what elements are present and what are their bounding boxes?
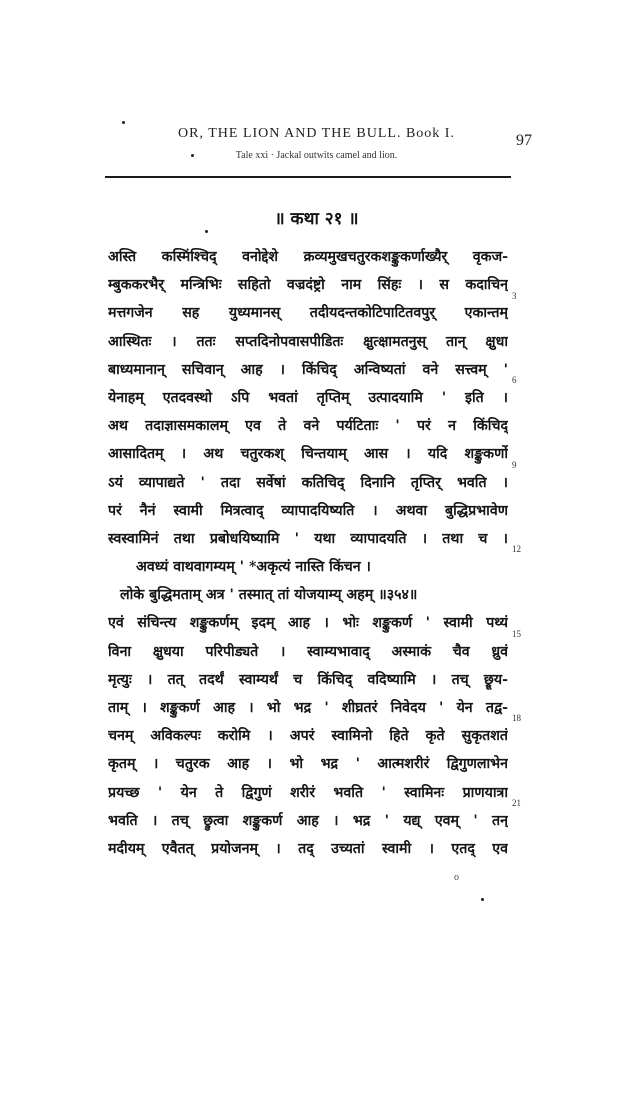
text-line: एवं संचिन्त्य शङ्कुकर्णम् इदम् आह । भोः शङ्कुकर्ण ' स्वामी पथ्यं <box>108 615 508 632</box>
text-line: आस्थितः । ततः सप्तदिनोपवासपीडितः क्षुत्क्षामतनुस् तान् क्षुधा <box>108 333 508 350</box>
text-line: स्वस्वामिनं तथा प्रबोधयिष्यामि ' यथा व्यापादयति । तथा च । <box>108 530 508 547</box>
text-line: अस्ति कस्मिंश्चिद् वनोद्देशे क्रव्यमुखचतुरकशङ्कुकर्णाख्यैर् वृकज- <box>108 249 508 265</box>
text-line: मृत्युः । तत् तदर्थं स्वाम्यर्थं च किंचिद् वदिष्यामि । तच् छ्रूय- <box>108 671 508 688</box>
story-text <box>108 243 508 863</box>
line-number: 12 <box>512 544 521 554</box>
verse-line: लोके बुद्धिमताम् अत्र ' तस्मात् तां योजयाम्य् अहम् ॥३५४॥ <box>120 587 418 604</box>
header-rule <box>105 176 511 178</box>
verse-line: अवध्यं वाथवागम्यम् ' *अकृत्यं नास्ति किंचन । <box>136 559 371 576</box>
line-number: 6 <box>512 375 517 385</box>
line-number: 15 <box>512 629 521 639</box>
text-line: मदीयम् एवैतत् प्रयोजनम् । तद् उच्यतां स्वामी । एतद् एव <box>108 840 508 857</box>
line-number: 3 <box>512 291 517 301</box>
text-line: अथ तदाज्ञासमकालम् एव ते वने पर्यटिताः ' परं न किंचिद् <box>108 418 508 435</box>
text-line: चनम् अविकल्पः करोमि । अपरं स्वामिनो हिते कृते सुकृतशतं <box>108 728 508 745</box>
text-line: बाध्यमानान् सचिवान् आह । किंचिद् अन्विष्यतां वने सत्त्वम् ' <box>108 361 508 378</box>
text-line: येनाहम् एतदवस्थो ऽपि भवतां तृप्तिम् उत्पादयामि ' इति । <box>108 389 508 406</box>
running-subtitle: Tale xxi · Jackal outwits camel and lion. <box>235 150 398 161</box>
page-number: 97 <box>516 132 532 149</box>
text-line: भवति । तच् छ्रुत्वा शङ्कुकर्ण आह । भद्र ' यद्य् एवम् ' तन् <box>108 812 508 829</box>
running-title: OR, THE LION AND THE BULL. Book I. <box>178 126 455 141</box>
text-line: मत्तगजेन सह युध्यमानस् तदीयदन्तकोटिपाटितवपुर् एकान्तम् <box>108 305 508 322</box>
text-line: आसादितम् । अथ चतुरकश् चिन्तयाम् आस । यदि शङ्कुकर्णो <box>108 446 508 463</box>
line-number: 9 <box>512 460 517 470</box>
text-line: ताम् । शङ्कुकर्ण आह । भो भद्र ' शीघ्रतरं निवेदय ' येन तद्व- <box>108 700 508 716</box>
print-speck <box>191 154 194 157</box>
line-number: 21 <box>512 798 521 808</box>
signature-mark: o <box>454 872 459 883</box>
story-title: ॥ कथा २१ ॥ <box>274 209 359 229</box>
line-number: 18 <box>512 713 521 723</box>
text-line: ऽयं व्यापाद्यते ' तदा सर्वेषां कतिचिद् दिनानि तृप्तिर् भवति । <box>108 474 508 491</box>
text-line: कृतम् । चतुरक आह । भो भद्र ' आत्मशरीरं द्विगुणलाभेन <box>108 756 508 773</box>
text-line: प्रयच्छ ' येन ते द्विगुणं शरीरं भवति ' स्वामिनः प्राणयात्रा <box>108 784 508 801</box>
print-speck <box>481 898 484 901</box>
text-line: विना क्षुधया परिपीड्यते । स्वाम्यभावाद् अस्माकं चैव ध्रुवं <box>108 643 508 660</box>
text-line: परं नैनं स्वामी मित्रत्वाद् व्यापादयिष्यति । अथवा बुद्धिप्रभावेण <box>108 502 508 519</box>
text-line: म्बुककरभैर् मन्त्रिभिः सहितो वज्रदंष्ट्रो नाम सिंहः । स कदाचिन् <box>108 277 508 294</box>
print-speck <box>205 230 208 233</box>
print-speck <box>122 121 125 124</box>
